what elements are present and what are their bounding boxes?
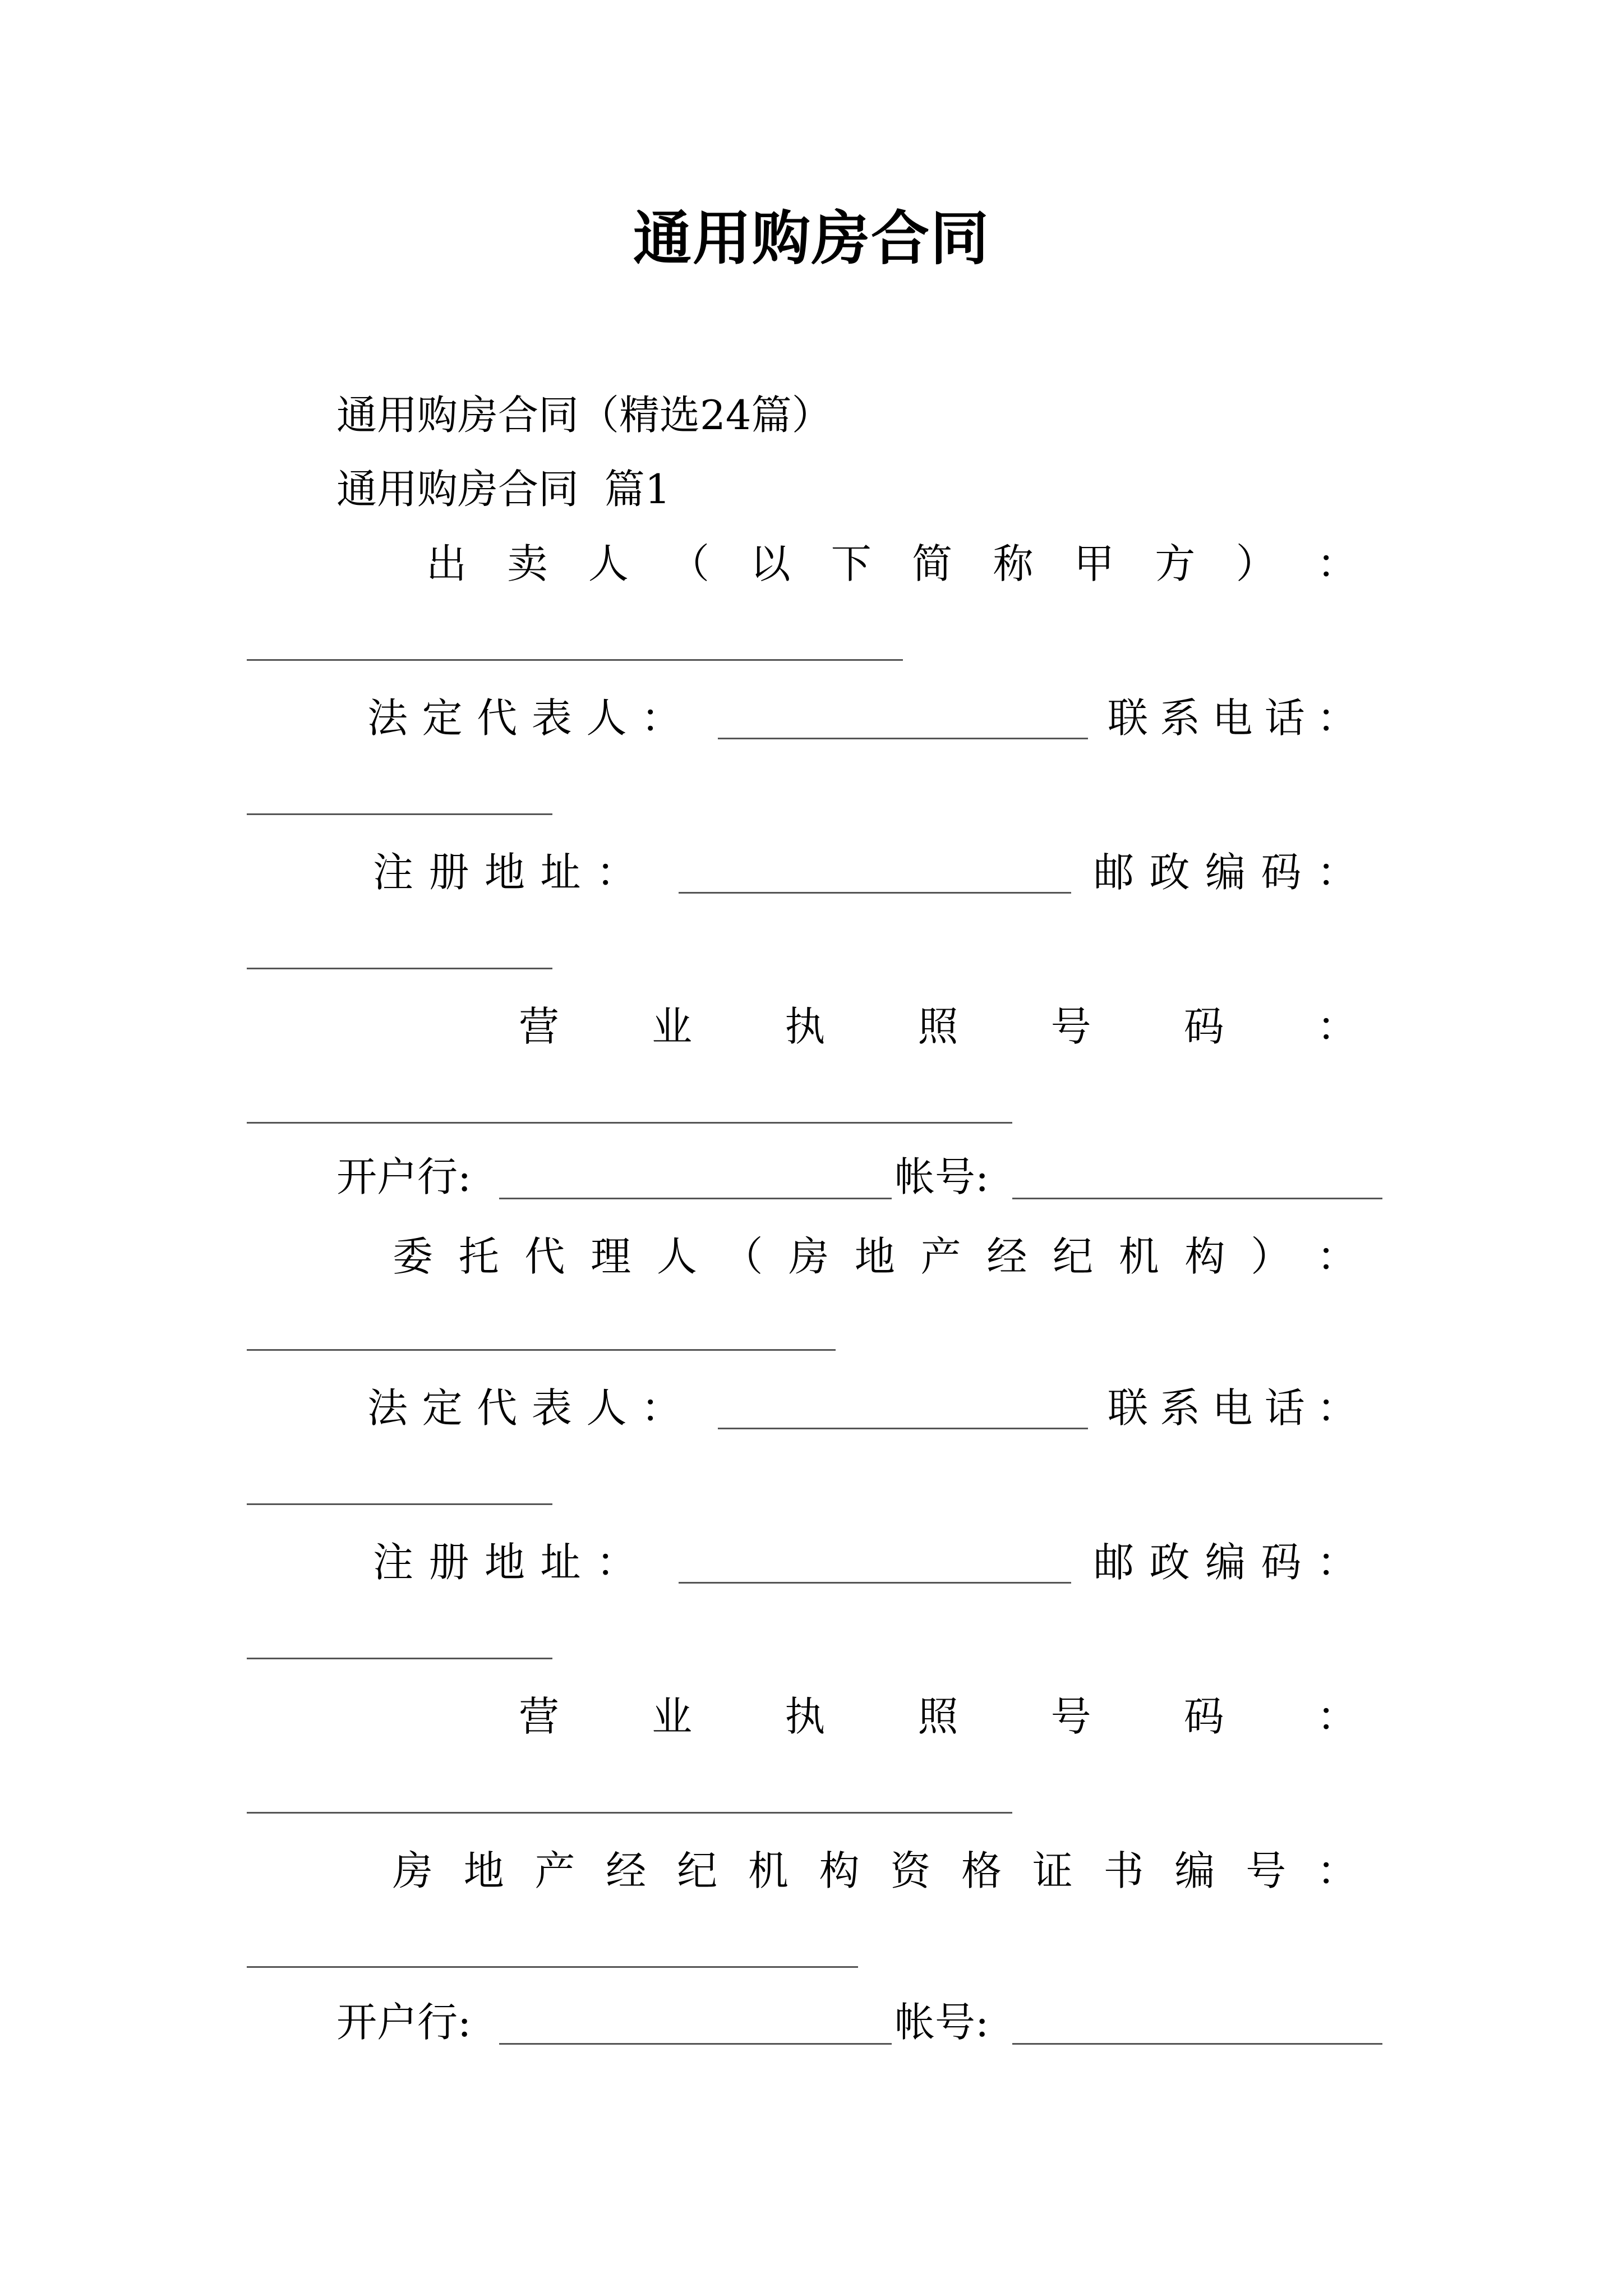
- char: ：: [1316, 849, 1357, 896]
- char: 照: [917, 1693, 958, 1740]
- char: ：: [596, 1539, 637, 1586]
- char: 邮: [1094, 849, 1135, 896]
- agent-account-blank[interactable]: [1012, 2043, 1382, 2045]
- char: 卖: [507, 540, 548, 587]
- seller-name-blank[interactable]: [247, 659, 903, 661]
- char: 注: [373, 1539, 414, 1586]
- char: ）: [1235, 540, 1276, 587]
- seller-phone-label: [1108, 690, 1357, 746]
- char: 产: [534, 1847, 575, 1894]
- char: 号: [1050, 1693, 1091, 1740]
- char: 房: [393, 1847, 434, 1894]
- char: 码: [1183, 1693, 1224, 1740]
- char: 注: [373, 849, 414, 896]
- char: 地: [854, 1233, 895, 1280]
- char: 以: [750, 540, 791, 587]
- char: ）: [1251, 1233, 1292, 1280]
- char: 简: [912, 540, 953, 587]
- char: ：: [1316, 1233, 1357, 1280]
- char: 资: [890, 1847, 931, 1894]
- char: 号: [1246, 1847, 1287, 1894]
- char: 码: [1261, 849, 1302, 896]
- char: 码: [1183, 1003, 1224, 1050]
- char: 营: [519, 1003, 560, 1050]
- char: 业: [652, 1003, 693, 1050]
- char: ：: [1316, 540, 1357, 587]
- char: 人: [586, 1384, 627, 1432]
- seller-address-blank[interactable]: [679, 892, 1071, 894]
- char: 话: [1264, 694, 1305, 742]
- char: 编: [1205, 1539, 1246, 1586]
- document-subtitle: 通用购房合同（精选24篇）: [336, 392, 832, 439]
- agent-cert-label: [393, 1843, 1357, 1899]
- char: 经: [606, 1847, 647, 1894]
- char: 地: [484, 1539, 525, 1586]
- char: 方: [1155, 540, 1196, 587]
- char: 业: [652, 1693, 693, 1740]
- char: 系: [1160, 694, 1201, 742]
- agent-name-blank[interactable]: [247, 1349, 836, 1351]
- char: 机: [1118, 1233, 1159, 1280]
- char: 定: [422, 694, 463, 742]
- agent-bank-label: 开户行:: [336, 1999, 472, 2046]
- char: 经: [986, 1233, 1027, 1280]
- char: 书: [1103, 1847, 1144, 1894]
- char: 址: [540, 849, 581, 896]
- char: 编: [1205, 849, 1246, 896]
- char: 执: [785, 1003, 826, 1050]
- char: ：: [1316, 1539, 1357, 1586]
- char: 法: [367, 1384, 408, 1432]
- agent-phone-blank[interactable]: [247, 1503, 552, 1505]
- seller-rep-blank[interactable]: [718, 738, 1088, 739]
- char: 出: [426, 540, 467, 587]
- document-title: 通用购房合同: [633, 204, 990, 273]
- char: 址: [540, 1539, 581, 1586]
- seller-bank-blank[interactable]: [499, 1198, 892, 1199]
- seller-bank-label: 开户行:: [336, 1153, 472, 1200]
- char: 电: [1212, 1384, 1253, 1432]
- agent-label: [393, 1228, 1357, 1285]
- char: 码: [1261, 1539, 1302, 1586]
- char: 格: [961, 1847, 1002, 1894]
- agent-postcode-blank[interactable]: [247, 1658, 552, 1659]
- agent-rep-blank[interactable]: [718, 1428, 1088, 1429]
- char: 地: [463, 1847, 504, 1894]
- char: 代: [477, 1384, 518, 1432]
- seller-postcode-blank[interactable]: [247, 968, 552, 969]
- char: 表: [531, 694, 572, 742]
- char: （: [669, 540, 710, 587]
- agent-license-blank[interactable]: [247, 1812, 1012, 1814]
- char: ：: [1316, 1847, 1357, 1894]
- char: （: [722, 1233, 763, 1280]
- char: 产: [920, 1233, 961, 1280]
- seller-license-blank[interactable]: [247, 1122, 1012, 1124]
- char: 理: [591, 1233, 631, 1280]
- seller-rep-label: [367, 690, 681, 746]
- char: 号: [1050, 1003, 1091, 1050]
- agent-license-label: [519, 1688, 1357, 1745]
- seller-postcode-label: [1094, 844, 1357, 900]
- char: 称: [993, 540, 1034, 587]
- agent-rep-label: [367, 1380, 681, 1436]
- section-heading: 通用购房合同 篇1: [336, 466, 671, 513]
- char: ：: [640, 694, 681, 742]
- char: 邮: [1094, 1539, 1135, 1586]
- char: 表: [531, 1384, 572, 1432]
- agent-account-label: 帐号:: [895, 1999, 989, 2046]
- char: ：: [1316, 1384, 1357, 1432]
- char: 话: [1264, 1384, 1305, 1432]
- char: 系: [1160, 1384, 1201, 1432]
- agent-bank-blank[interactable]: [499, 2043, 892, 2045]
- char: 构: [819, 1847, 860, 1894]
- char: 政: [1149, 849, 1190, 896]
- seller-license-label: [519, 999, 1357, 1055]
- agent-address-blank[interactable]: [679, 1582, 1071, 1584]
- char: ：: [640, 1384, 681, 1432]
- char: 地: [484, 849, 525, 896]
- char: 执: [785, 1693, 826, 1740]
- char: 编: [1174, 1847, 1215, 1894]
- char: 委: [393, 1233, 434, 1280]
- char: 机: [748, 1847, 789, 1894]
- agent-cert-blank[interactable]: [247, 1966, 858, 1968]
- char: 人: [588, 540, 629, 587]
- char: 下: [831, 540, 872, 587]
- char: 证: [1032, 1847, 1073, 1894]
- char: 代: [524, 1233, 565, 1280]
- char: 纪: [677, 1847, 718, 1894]
- char: 定: [422, 1384, 463, 1432]
- seller-account-blank[interactable]: [1012, 1198, 1382, 1199]
- agent-phone-label: [1108, 1380, 1357, 1436]
- char: 联: [1108, 694, 1149, 742]
- agent-postcode-label: [1094, 1534, 1357, 1590]
- agent-address-label: [373, 1534, 637, 1590]
- char: 册: [428, 849, 469, 896]
- char: 代: [477, 694, 518, 742]
- char: ：: [1316, 1003, 1357, 1050]
- char: 法: [367, 694, 408, 742]
- char: 联: [1108, 1384, 1149, 1432]
- char: ：: [1316, 694, 1357, 742]
- char: 人: [656, 1233, 697, 1280]
- char: 托: [458, 1233, 499, 1280]
- char: 人: [586, 694, 627, 742]
- char: 电: [1212, 694, 1253, 742]
- char: ：: [1316, 1693, 1357, 1740]
- char: 政: [1149, 1539, 1190, 1586]
- char: ：: [596, 849, 637, 896]
- char: 房: [789, 1233, 829, 1280]
- seller-label: [426, 536, 1357, 592]
- char: 册: [428, 1539, 469, 1586]
- char: 纪: [1053, 1233, 1094, 1280]
- char: 营: [519, 1693, 560, 1740]
- seller-address-label: [373, 844, 637, 900]
- char: 甲: [1073, 540, 1114, 587]
- char: 照: [917, 1003, 958, 1050]
- char: 构: [1184, 1233, 1225, 1280]
- seller-phone-blank[interactable]: [247, 813, 552, 815]
- seller-account-label: 帐号:: [895, 1153, 989, 1200]
